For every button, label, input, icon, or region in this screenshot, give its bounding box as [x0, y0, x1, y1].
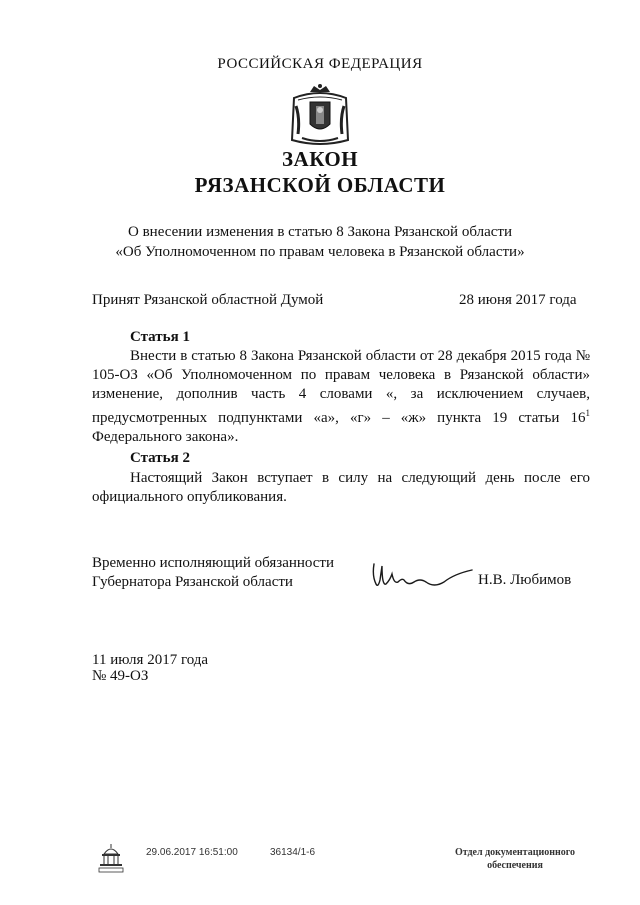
- signatory-position-line2: Губернатора Рязанской области: [92, 574, 293, 590]
- article2-text: Настоящий Закон вступает в силу на следующий день после его официального опубликования.: [92, 470, 590, 505]
- adoption-date: 28 июня 2017 года: [459, 292, 577, 308]
- footer-dept-line2: обеспечения: [487, 860, 543, 871]
- signatory-position: [92, 554, 334, 592]
- adoption-label: Принят Рязанской областной Думой: [92, 292, 324, 308]
- law-title-line1: ЗАКОН: [281, 147, 359, 171]
- signatory-name: Н.В. Любимов: [478, 572, 572, 588]
- article1-body: Внести в статью 8 Закона Рязанской области от 28 декабря 2015 года № 105-ОЗ «Об Уполномоченном по правам человека в Рязанской области» изменение, дополнив часть 4 словами «, за исключением случаев, предусмотренных подпунктами «а», «г» – «ж» пункта 19 статьи 16: [92, 348, 590, 426]
- article1-body-end: Федерального закона».: [92, 429, 239, 445]
- footer-timestamp: 29.06.2017 16:51:00: [146, 847, 238, 858]
- law-date: 11 июля 2017 года: [92, 652, 209, 668]
- footer-dept-line1: Отдел документационного: [454, 847, 576, 858]
- coat-of-arms-icon: [288, 82, 352, 150]
- law-subject: [0, 222, 640, 262]
- article2-title: Статья 2: [130, 450, 190, 466]
- footer-reg-number: 36134/1-6: [270, 847, 316, 858]
- duma-building-icon: [96, 842, 126, 874]
- article1-title: Статья 1: [130, 329, 190, 345]
- header-country: РОССИЙСКАЯ ФЕДЕРАЦИЯ: [217, 56, 423, 72]
- article1-text: [92, 347, 590, 447]
- law-number: № 49-ОЗ: [92, 668, 149, 684]
- handwritten-signature: [368, 558, 478, 592]
- footer-department: [440, 846, 590, 872]
- law-info: [92, 652, 208, 684]
- subject-line1: О внесении изменения в статью 8 Закона Рязанской области: [128, 224, 512, 240]
- signatory-position-line1: Временно исполняющий обязанности: [92, 555, 335, 571]
- article1-superscript: 1: [585, 408, 590, 418]
- law-title-line2: РЯЗАНСКОЙ ОБЛАСТИ: [194, 173, 446, 197]
- law-title: [0, 146, 640, 198]
- subject-line2: «Об Уполномоченном по правам человека в Рязанской области»: [115, 244, 525, 260]
